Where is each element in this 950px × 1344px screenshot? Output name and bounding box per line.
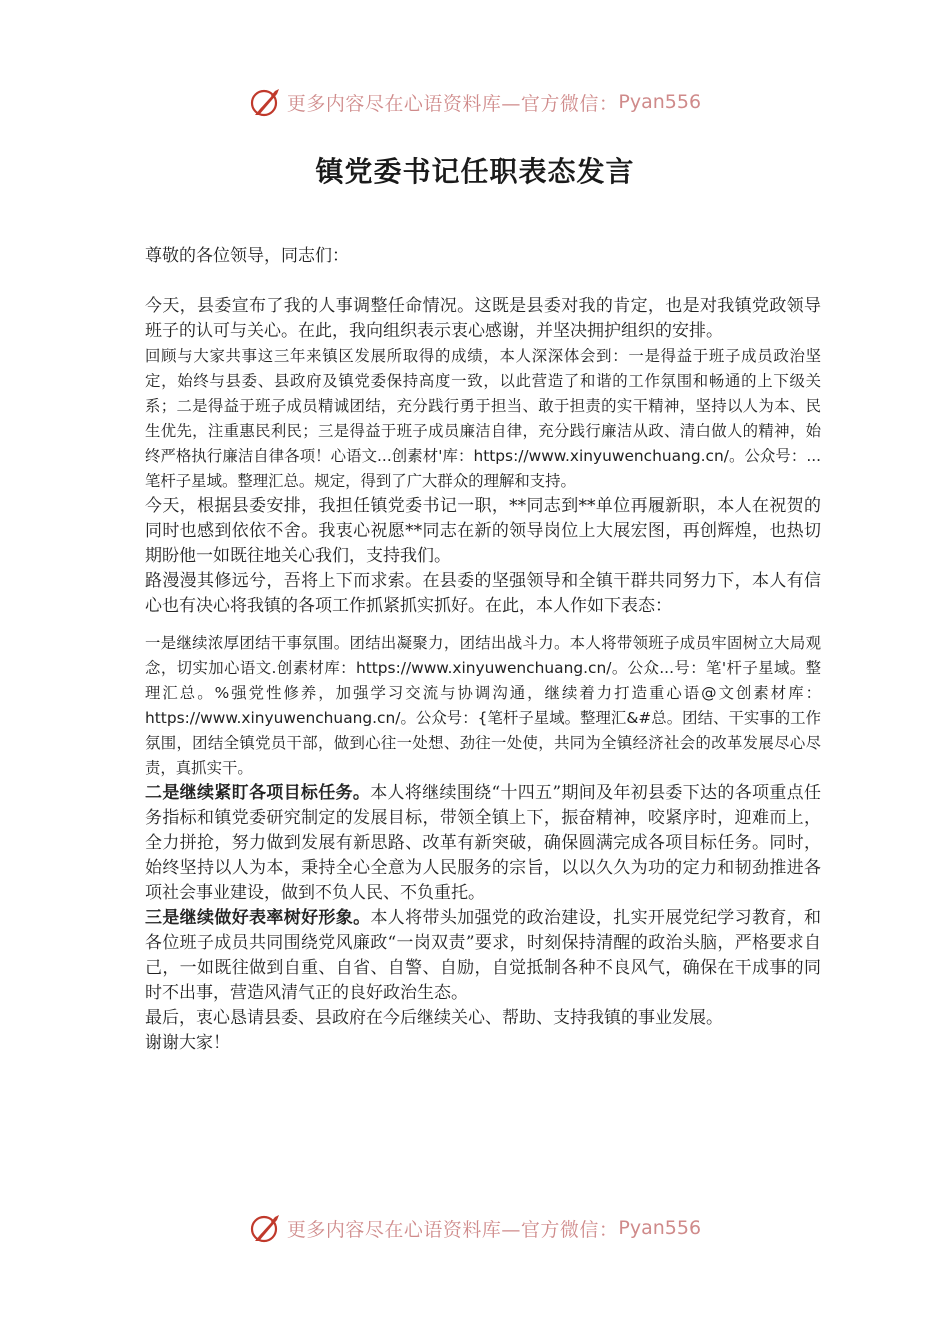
paragraph-appointment: 今天，根据县委安排，我担任镇党委书记一职，**同志到**单位再履新职，本人在祝贺的同时也感到依依不舍。我衷心祝愿**同志在新的领导岗位上大展宏图，再创辉煌，也热切期盼他一如既往地关心我们，支持我们。 — [145, 496, 821, 566]
salutation: 尊敬的各位领导，同志们： — [145, 246, 349, 266]
paragraph-closing: 最后，衷心恳请县委、县政府在今后继续关心、帮助、支持我镇的事业发展。 — [145, 1008, 723, 1028]
watermark-wechat-id: Pyan556 — [618, 1217, 702, 1239]
pledge-3-body: 本人将带头加强党的政治建设，扎实开展党纪学习教育，和各位班子成员共同围绕党风廉政“一岗双责”要求，时刻保持清醒的政治头脑，严格要求自己，一如既往做到自重、自省、自警、自励，自觉抵制各种不良风气，确保在干成事的同时不出事，营造风清气正的良好政治生态。 — [145, 908, 822, 1003]
watermark-banner-top — [0, 82, 950, 122]
paragraph-pledge-1: 一是继续浓厚团结干事氛围。团结出凝聚力，团结出战斗力。本人将带领班子成员牢固树立大局观念，切实加心语文.创素材库：https://www.xinyuwenchuang.cn/。公众...号：笔'杆子星域。整理汇总。%强党性修养，加强学习交流与协调沟通，继续着力打造重心语@文创素材库：https://www.xinyuwenchuang.cn/。公众号：{笔杆子星域。整理汇&#总。团结、干实事的工作氛围，团结全镇党员干部，做到心往一处想、劲往一处使，共同为全镇经济社会的改革发展尽心尽责，真抓实干。 — [145, 634, 821, 777]
paragraph-pledge-2 — [145, 781, 821, 906]
document-title: 镇党委书记任职表态发言 — [315, 155, 635, 188]
quill-logo-icon — [249, 85, 283, 119]
quill-logo-icon — [249, 1211, 283, 1245]
watermark-wechat-id: Pyan556 — [618, 91, 702, 113]
document-body — [145, 244, 821, 1056]
pledge-3-heading: 三是继续做好表率树好形象。 — [145, 908, 371, 928]
paragraph-pledge-intro: 路漫漫其修远兮，吾将上下而求索。在县委的坚强领导和全镇干群共同努力下，本人有信心也有决心将我镇的各项工作抓紧抓实抓好。在此，本人作如下表态： — [145, 571, 821, 616]
watermark-text: 更多内容尽在心语资料库—官方微信： — [286, 92, 619, 115]
pledge-2-heading: 二是继续紧盯各项目标任务。 — [145, 783, 371, 803]
paragraph-review: 回顾与大家共事这三年来镇区发展所取得的成绩，本人深深体会到：一是得益于班子成员政治坚定，始终与县委、县政府及镇党委保持高度一致，以此营造了和谐的工作氛围和畅通的上下级关系；二是得益于班子成员精诚团结，充分践行勇于担当、敢于担责的实干精神，坚持以人为本、民生优先，注重惠民利民；三是得益于班子成员廉洁自律，充分践行廉洁从政、清白做人的精神，始终严格执行廉洁自律各项！心语文...创素材'库：https://www.xinyuwenchuang.cn/。公众号：...笔杆子星域。整理汇总。规定，得到了广大群众的理解和支持。 — [145, 347, 821, 490]
paragraph-thanks: 谢谢大家！ — [145, 1033, 230, 1053]
pledge-2-body: 本人将继续围绕“十四五”期间及年初县委下达的各项重点任务指标和镇党委研究制定的发展目标，带领全镇上下，振奋精神，咬紧序时，迎难而上，全力拼抢，努力做到发展有新思路、改革有新突破，确保圆满完成各项目标任务。同时，始终坚持以人为本，秉持全心全意为人民服务的宗旨，以以久久为功的定力和韧劲推进各项社会事业建设，做到不负人民、不负重托。 — [145, 783, 821, 903]
watermark-text: 更多内容尽在心语资料库—官方微信： — [286, 1218, 619, 1241]
paragraph-intro: 今天，县委宣布了我的人事调整任命情况。这既是县委对我的肯定，也是对我镇党政领导班子的认可与关心。在此，我向组织表示衷心感谢，并坚决拥护组织的安排。 — [145, 296, 821, 341]
watermark-banner-bottom — [0, 1208, 950, 1248]
paragraph-pledge-3 — [145, 906, 821, 1006]
